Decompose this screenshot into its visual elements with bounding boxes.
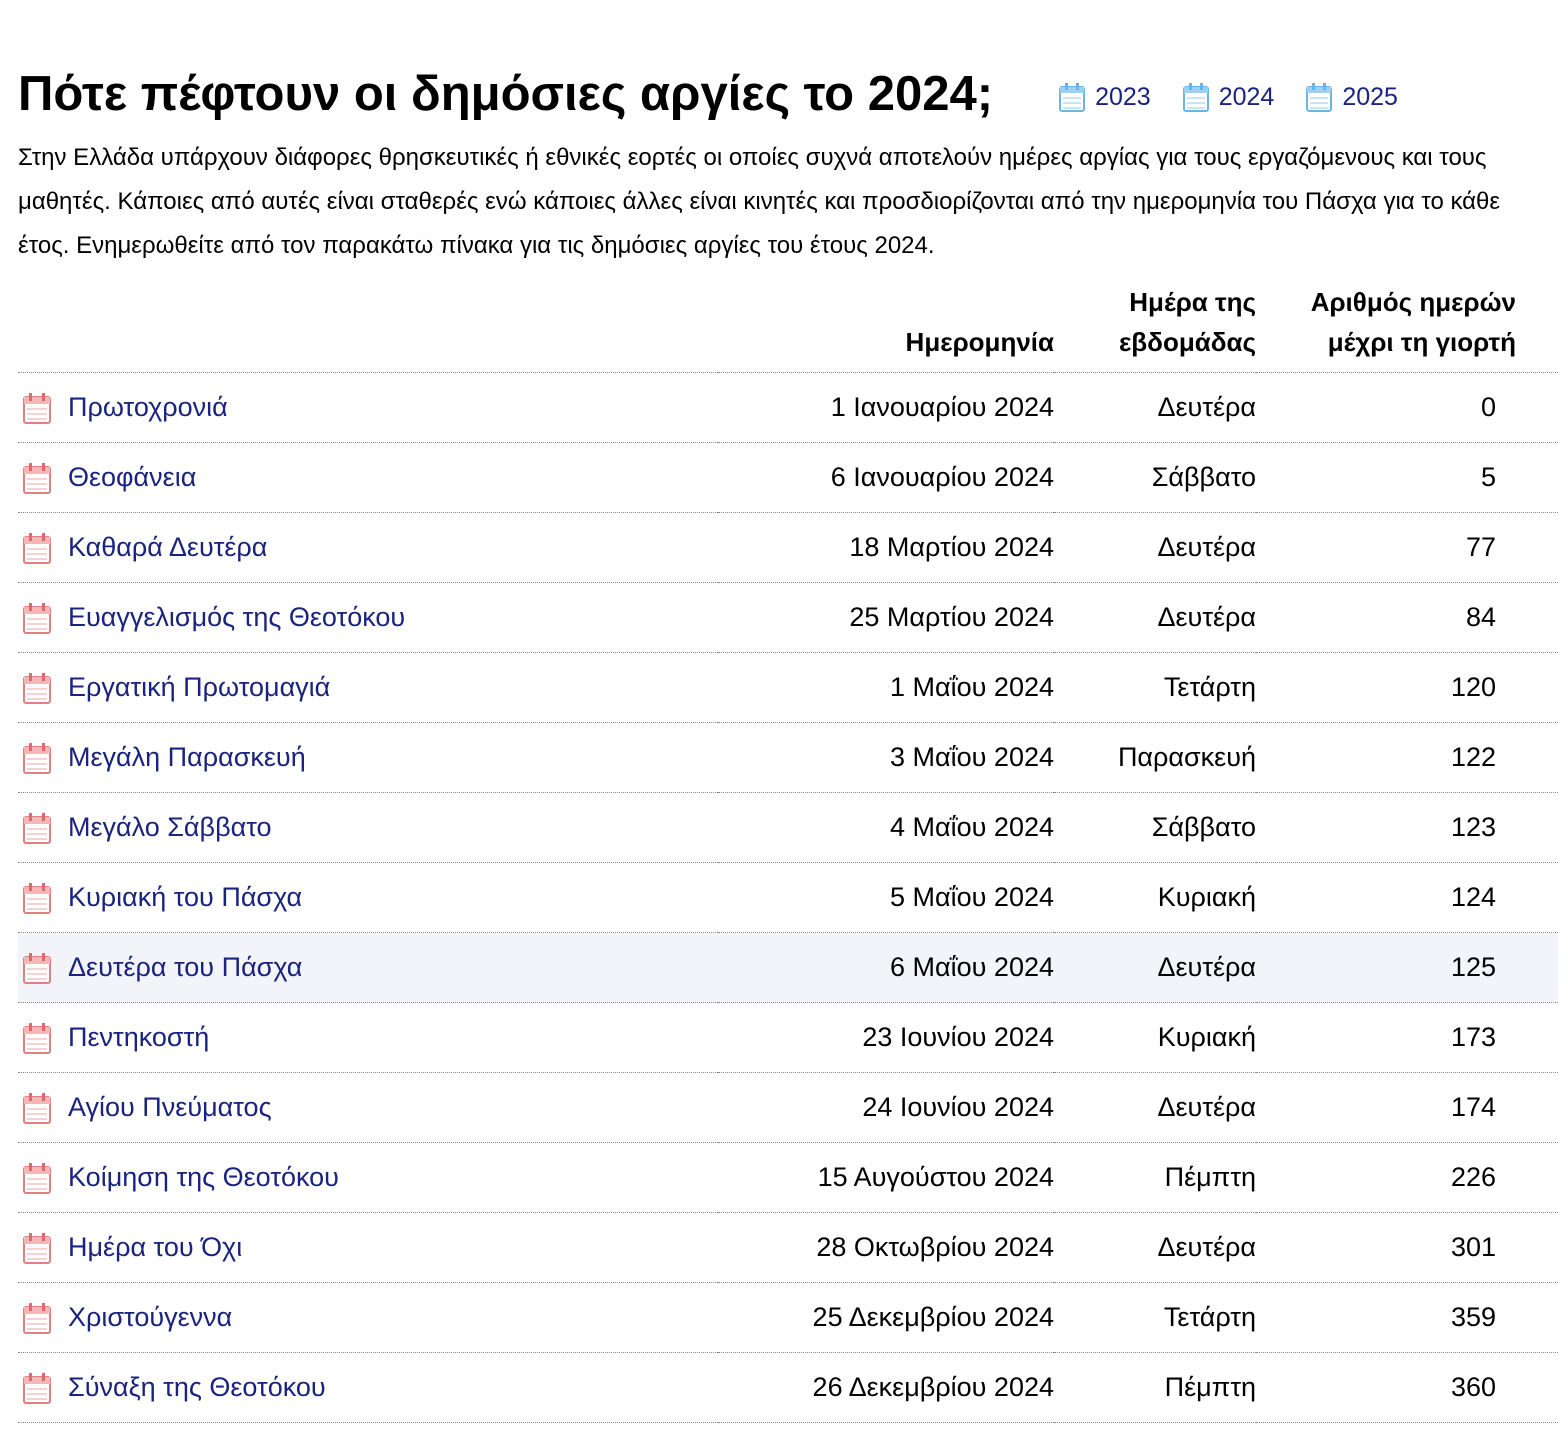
holiday-days-until: 0	[1256, 373, 1558, 443]
table-row	[18, 863, 1558, 933]
holiday-name-cell	[18, 1213, 718, 1283]
calendar-icon	[23, 1022, 51, 1054]
holiday-weekday: Δευτέρα	[1054, 513, 1256, 583]
holiday-link[interactable]: Μεγάλη Παρασκευή	[68, 742, 306, 772]
year-links	[1059, 82, 1430, 112]
holiday-name-cell	[18, 863, 718, 933]
table-row	[18, 1213, 1558, 1283]
holiday-weekday: Πέμπτη	[1054, 1143, 1256, 1213]
holiday-weekday: Δευτέρα	[1054, 1073, 1256, 1143]
holiday-date: 1 Μαΐου 2024	[718, 653, 1054, 723]
holiday-weekday: Κυριακή	[1054, 863, 1256, 933]
table-row	[18, 793, 1558, 863]
holiday-link[interactable]: Καθαρά Δευτέρα	[68, 532, 268, 562]
holiday-name-cell	[18, 513, 718, 583]
holiday-date: 25 Δεκεμβρίου 2024	[718, 1283, 1054, 1353]
holiday-days-until: 173	[1256, 1003, 1558, 1073]
holiday-link[interactable]: Πεντηκοστή	[68, 1022, 210, 1052]
header-weekday-line2: εβδομάδας	[1118, 327, 1256, 357]
holiday-link[interactable]: Κυριακή του Πάσχα	[68, 882, 303, 912]
holiday-name-cell	[18, 1143, 718, 1213]
holiday-weekday: Κυριακή	[1054, 1003, 1256, 1073]
table-row	[18, 1003, 1558, 1073]
holiday-name-cell	[18, 653, 718, 723]
holiday-name-cell	[18, 933, 718, 1003]
calendar-icon	[23, 1372, 51, 1404]
holiday-link[interactable]: Αγίου Πνεύματος	[68, 1092, 272, 1122]
calendar-icon	[23, 812, 51, 844]
header-name	[18, 282, 718, 373]
table-header-row	[18, 282, 1558, 373]
holiday-date: 23 Ιουνίου 2024	[718, 1003, 1054, 1073]
holiday-weekday: Τετάρτη	[1054, 1283, 1256, 1353]
holiday-date: 18 Μαρτίου 2024	[718, 513, 1054, 583]
calendar-icon	[23, 672, 51, 704]
holiday-link[interactable]: Ημέρα του Όχι	[68, 1232, 243, 1262]
holiday-days-until: 77	[1256, 513, 1558, 583]
holiday-date: 28 Οκτωβρίου 2024	[718, 1213, 1054, 1283]
holiday-days-until: 122	[1256, 723, 1558, 793]
header-weekday	[1054, 282, 1256, 373]
calendar-icon	[23, 742, 51, 774]
holiday-days-until: 125	[1256, 933, 1558, 1003]
year-link-2023[interactable]	[1059, 82, 1151, 112]
calendar-icon	[1183, 82, 1209, 112]
year-link-label: 2024	[1218, 82, 1275, 111]
holiday-date: 24 Ιουνίου 2024	[718, 1073, 1054, 1143]
table-row	[18, 723, 1558, 793]
table-row	[18, 1073, 1558, 1143]
holiday-weekday: Σάββατο	[1054, 793, 1256, 863]
calendar-icon	[23, 1092, 51, 1124]
table-row	[18, 1353, 1558, 1423]
holiday-days-until: 174	[1256, 1073, 1558, 1143]
holiday-name-cell	[18, 443, 718, 513]
holiday-link[interactable]: Δευτέρα του Πάσχα	[68, 952, 303, 982]
holiday-weekday: Δευτέρα	[1054, 583, 1256, 653]
holiday-name-cell	[18, 1283, 718, 1353]
holiday-link[interactable]: Εργατική Πρωτομαγιά	[68, 672, 331, 702]
header-date-label: Ημερομηνία	[905, 327, 1054, 357]
holiday-name-cell	[18, 723, 718, 793]
table-row	[18, 933, 1558, 1003]
title-row	[18, 58, 1548, 130]
holiday-name-cell	[18, 793, 718, 863]
table-row	[18, 1283, 1558, 1353]
holiday-name-cell	[18, 1353, 718, 1423]
holiday-days-until: 84	[1256, 583, 1558, 653]
holiday-name-cell	[18, 373, 718, 443]
calendar-icon	[1059, 82, 1085, 112]
header-days-line2: μέχρι τη γιορτή	[1327, 327, 1516, 357]
holiday-link[interactable]: Πρωτοχρονιά	[68, 392, 228, 422]
holiday-date: 4 Μαΐου 2024	[718, 793, 1054, 863]
intro-paragraph: Στην Ελλάδα υπάρχουν διάφορες θρησκευτικές ή εθνικές εορτές οι οποίες συχνά αποτελούν ημέρες αργίας για τους εργαζόμενους και τους μαθητές. Κάποιες από αυτές είναι σταθερές ενώ κάποιες άλλες είναι κινητές και προσδιορίζονται από την ημερομηνία του Πάσχα για το κάθε έτος. Ενημερωθείτε από τον παρακάτω πίνακα για τις δημόσιες αργίες του έτους 2024.	[18, 144, 1501, 259]
holiday-link[interactable]: Ευαγγελισμός της Θεοτόκου	[68, 602, 406, 632]
table-row	[18, 653, 1558, 723]
holiday-days-until: 123	[1256, 793, 1558, 863]
page-title: Πότε πέφτουν οι δημόσιες αργίες το 2024;	[18, 67, 994, 121]
holiday-date: 6 Μαΐου 2024	[718, 933, 1054, 1003]
holiday-link[interactable]: Χριστούγεννα	[68, 1302, 233, 1332]
holiday-date: 5 Μαΐου 2024	[718, 863, 1054, 933]
holiday-date: 25 Μαρτίου 2024	[718, 583, 1054, 653]
table-row	[18, 1143, 1558, 1213]
holiday-weekday: Πέμπτη	[1054, 1353, 1256, 1423]
holiday-date: 6 Ιανουαρίου 2024	[718, 443, 1054, 513]
holiday-date: 26 Δεκεμβρίου 2024	[718, 1353, 1054, 1423]
holiday-weekday: Δευτέρα	[1054, 373, 1256, 443]
year-link-label: 2025	[1342, 82, 1398, 111]
calendar-icon	[23, 392, 51, 424]
calendar-icon	[23, 1162, 51, 1194]
calendar-icon	[23, 1232, 51, 1264]
holiday-weekday: Τετάρτη	[1054, 653, 1256, 723]
holiday-date: 3 Μαΐου 2024	[718, 723, 1054, 793]
calendar-icon	[23, 602, 51, 634]
calendar-icon	[23, 462, 51, 494]
header-days	[1256, 282, 1558, 373]
holiday-days-until: 120	[1256, 653, 1558, 723]
holiday-days-until: 360	[1256, 1353, 1558, 1423]
year-link-2024[interactable]	[1183, 82, 1275, 112]
holiday-date: 15 Αυγούστου 2024	[718, 1143, 1054, 1213]
holidays-table	[18, 282, 1558, 1423]
holiday-weekday: Δευτέρα	[1054, 933, 1256, 1003]
year-link-2025[interactable]	[1306, 82, 1398, 112]
holiday-days-until: 301	[1256, 1213, 1558, 1283]
header-days-line1: Αριθμός ημερών	[1310, 287, 1516, 317]
calendar-icon	[1306, 82, 1332, 112]
holiday-days-until: 359	[1256, 1283, 1558, 1353]
table-row	[18, 583, 1558, 653]
holiday-link[interactable]: Μεγάλο Σάββατο	[68, 812, 272, 842]
calendar-icon	[23, 882, 51, 914]
holiday-link[interactable]: Σύναξη της Θεοτόκου	[68, 1372, 326, 1402]
holiday-days-until: 5	[1256, 443, 1558, 513]
holiday-weekday: Παρασκευή	[1054, 723, 1256, 793]
holiday-name-cell	[18, 583, 718, 653]
table-row	[18, 443, 1558, 513]
calendar-icon	[23, 1302, 51, 1334]
calendar-icon	[23, 532, 51, 564]
calendar-icon	[23, 952, 51, 984]
year-link-label: 2023	[1095, 82, 1151, 111]
holiday-weekday: Σάββατο	[1054, 443, 1256, 513]
holiday-days-until: 124	[1256, 863, 1558, 933]
header-weekday-line1: Ημέρα της	[1129, 287, 1256, 317]
table-row	[18, 513, 1558, 583]
holiday-name-cell	[18, 1003, 718, 1073]
holiday-link[interactable]: Κοίμηση της Θεοτόκου	[68, 1162, 339, 1192]
holiday-date: 1 Ιανουαρίου 2024	[718, 373, 1054, 443]
holiday-name-cell	[18, 1073, 718, 1143]
holiday-link[interactable]: Θεοφάνεια	[68, 462, 197, 492]
holidays-table-body	[18, 373, 1558, 1423]
holiday-weekday: Δευτέρα	[1054, 1213, 1256, 1283]
header-date	[718, 282, 1054, 373]
table-row	[18, 373, 1558, 443]
holiday-days-until: 226	[1256, 1143, 1558, 1213]
